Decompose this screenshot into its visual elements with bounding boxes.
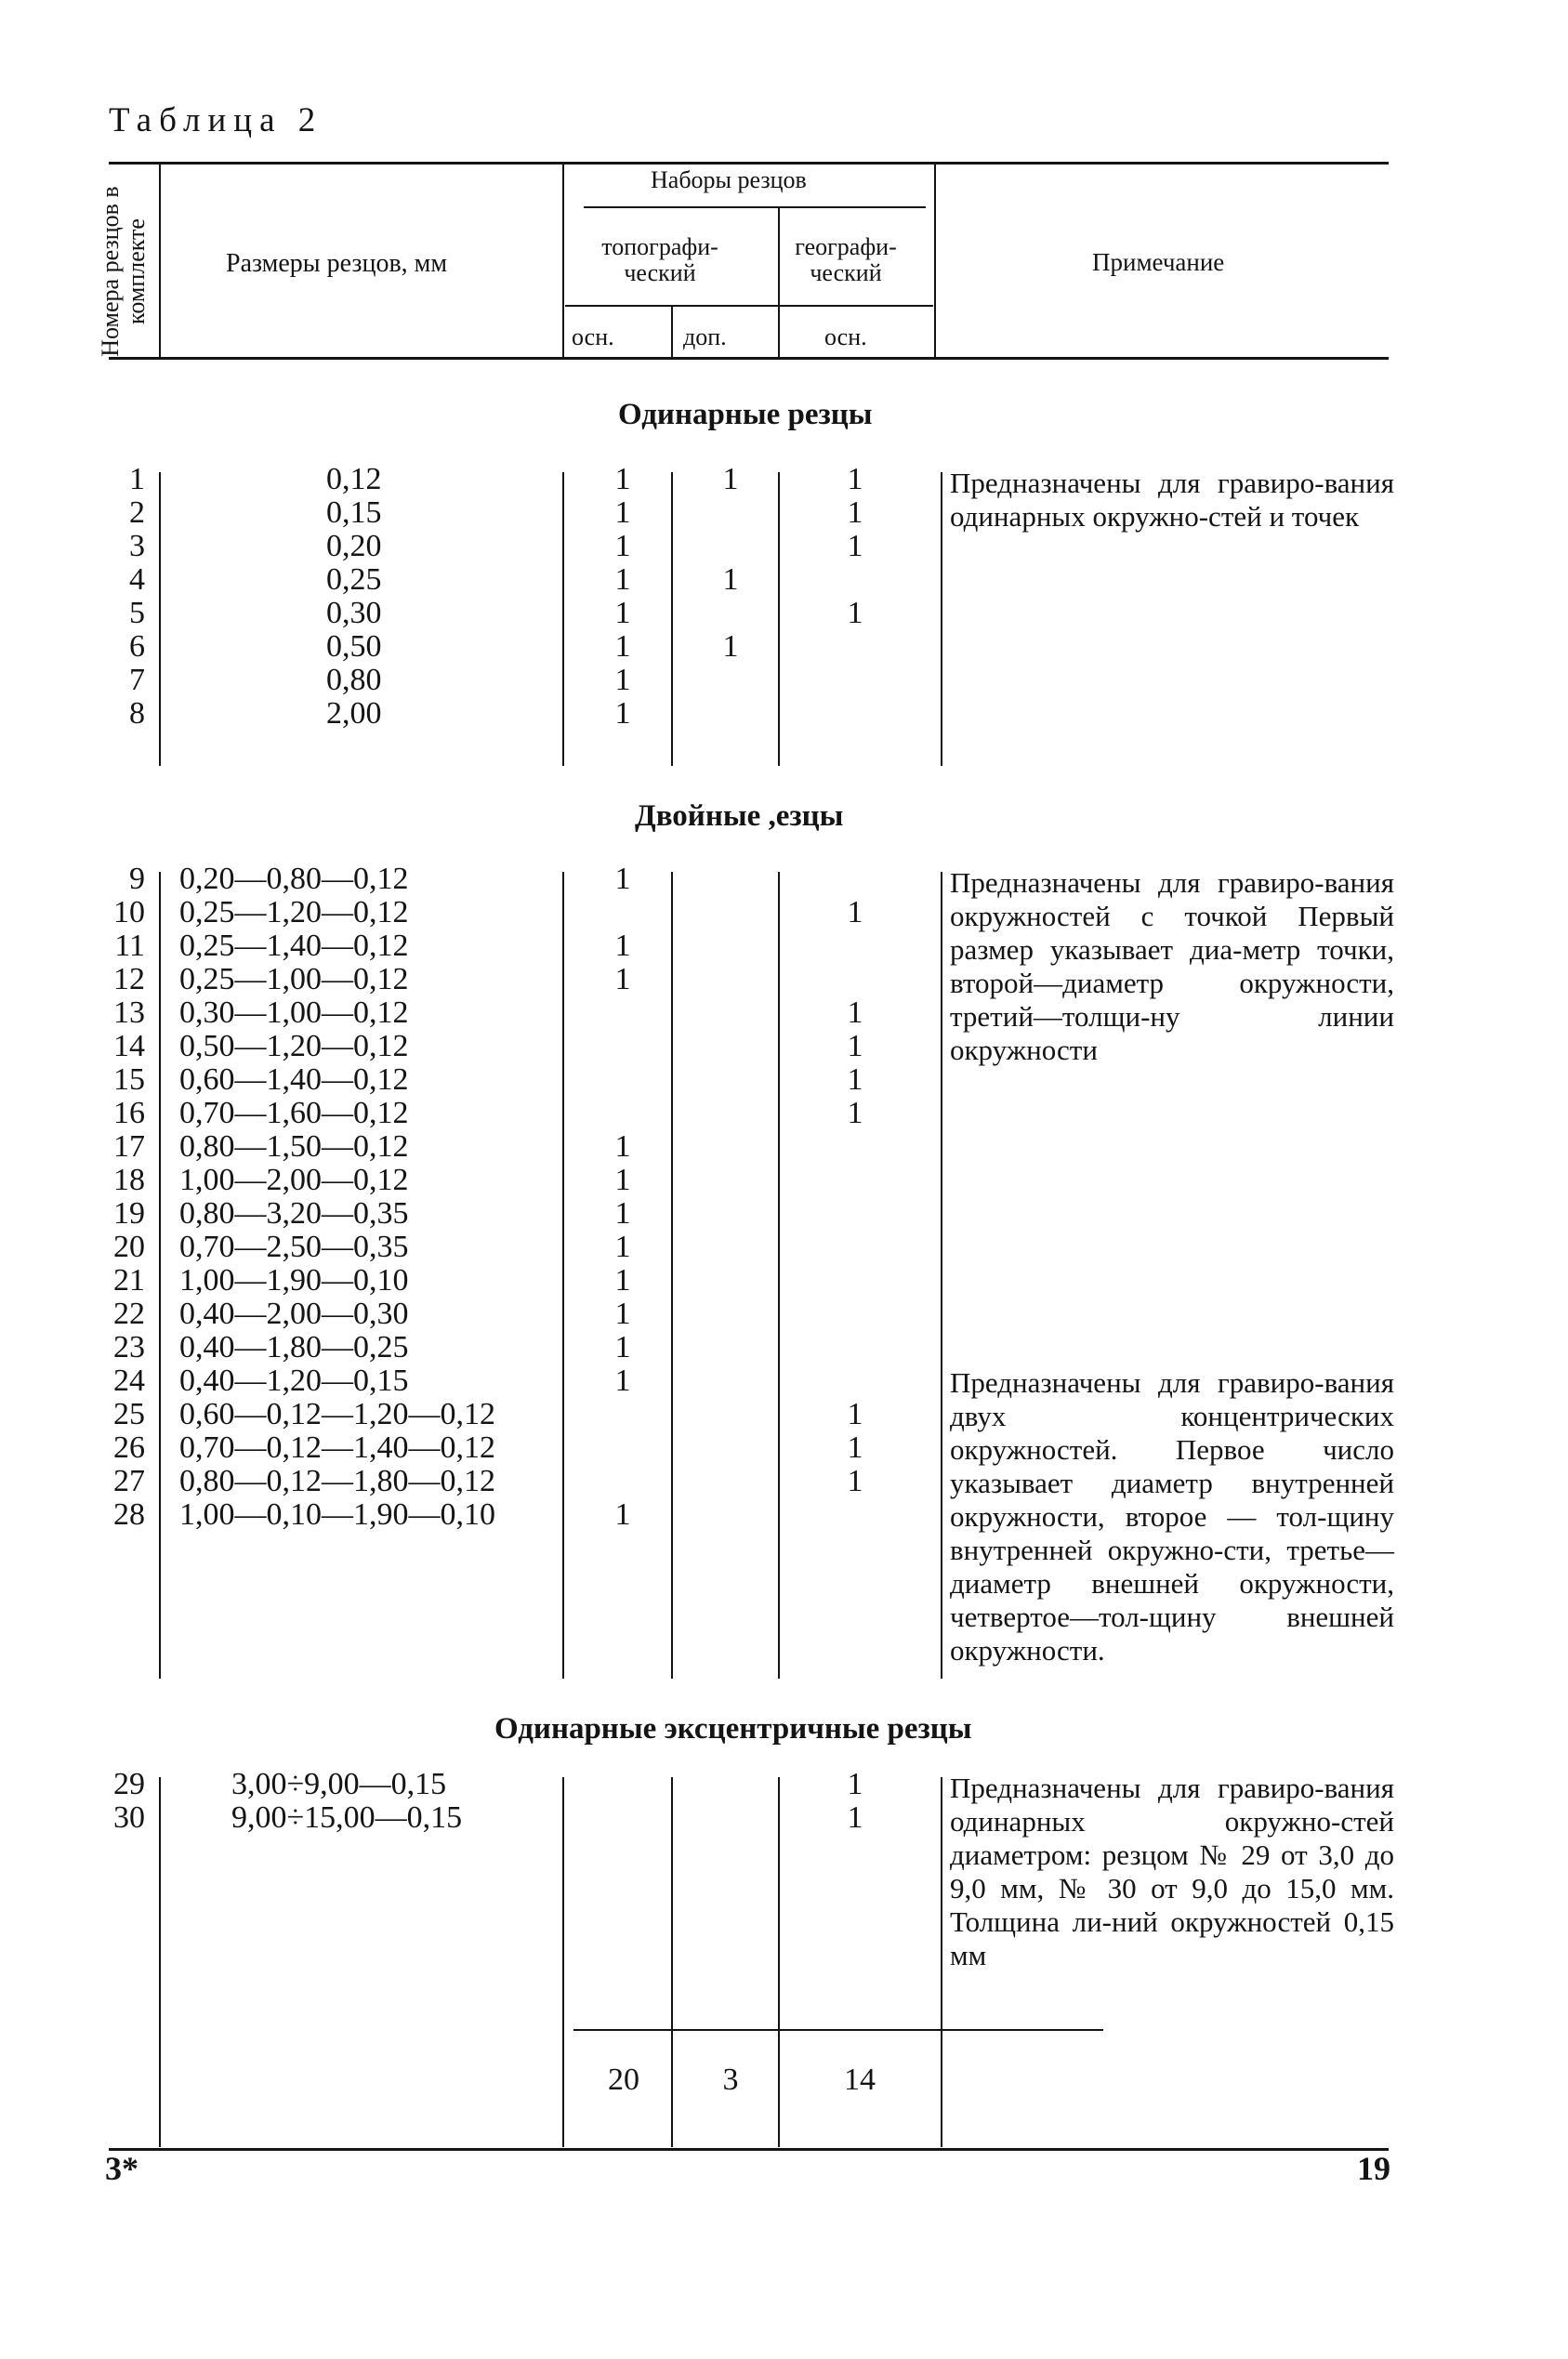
row-number: 3: [129, 529, 145, 563]
row-topo-main: 1: [614, 1196, 631, 1231]
row-topo-main: 1: [614, 1497, 631, 1532]
row-size: 0,30: [326, 596, 382, 630]
row-size: 1,00—0,10—1,90—0,10: [179, 1497, 495, 1532]
row-topo-main: 1: [614, 1297, 631, 1331]
row-topo-extra: 1: [722, 562, 739, 597]
row-number: 13: [113, 995, 145, 1030]
header-geo-main: осн.: [824, 323, 867, 350]
row-size: 0,50: [326, 629, 382, 664]
header-vrule-4: [778, 208, 780, 357]
header-vrule-3: [934, 164, 936, 357]
row-size: 0,70—1,60—0,12: [179, 1096, 409, 1130]
section-title: Одинарные резцы: [618, 398, 873, 431]
total-topo-extra: 3: [722, 2062, 739, 2097]
row-topo-main: 1: [614, 1129, 631, 1164]
header-geo-label: географи-ческий: [795, 233, 897, 286]
row-size: 0,60—0,12—1,20—0,12: [179, 1397, 495, 1431]
body-vrule: [562, 872, 564, 1679]
row-size: 0,20—0,80—0,12: [179, 862, 409, 896]
row-number: 9: [129, 862, 145, 896]
row-number: 19: [113, 1196, 145, 1231]
row-topo-main: 1: [614, 1230, 631, 1264]
header-size-label: Размеры резцов, мм: [226, 249, 448, 278]
row-number: 22: [113, 1297, 145, 1331]
row-size: 0,40—2,00—0,30: [179, 1297, 409, 1331]
note-text: Предназначены для гравиро-вания окружностей с точкой Первый размер указывает диа-метр точки, второй—диаметр окружности, третий—толщи-ну линии окружности: [950, 866, 1394, 1066]
note-text: Предназначены для гравиро-вания двух концентрических окружностей. Первое число указывает диаметр внутренней окружности, второе — тол-щину внутренней окружно-сти, третье—диаметр внешней окружности, четвертое—тол-щину внешней окружности.: [950, 1366, 1394, 1667]
row-number: 14: [113, 1029, 145, 1063]
row-size: 3,00÷9,00—0,15: [231, 1767, 447, 1801]
body-vrule: [159, 472, 161, 766]
row-number: 26: [113, 1430, 145, 1465]
row-number: 7: [129, 663, 145, 697]
row-size: 0,80: [326, 663, 382, 697]
body-vrule: [671, 472, 673, 766]
row-topo-main: 1: [614, 596, 631, 630]
row-geo-main: 1: [847, 1397, 863, 1431]
row-number: 17: [113, 1129, 145, 1164]
row-number: 5: [129, 596, 145, 630]
header-sub-rule: [565, 305, 933, 307]
row-geo-main: 1: [847, 462, 863, 496]
row-size: 0,25—1,00—0,12: [179, 962, 409, 996]
total-topo-main: 20: [608, 2062, 639, 2097]
body-vrule: [159, 872, 161, 1679]
row-number: 16: [113, 1096, 145, 1130]
row-geo-main: 1: [847, 529, 863, 563]
header-number-label: Номера резцов в комплекте: [97, 186, 150, 357]
row-geo-main: 1: [847, 1096, 863, 1130]
row-size: 0,80—3,20—0,35: [179, 1196, 409, 1231]
body-vrule: [778, 872, 780, 1679]
header-sets-rule: [584, 206, 926, 208]
row-topo-main: 1: [614, 1364, 631, 1398]
header-topo-main: осн.: [572, 323, 614, 350]
row-topo-main: 1: [614, 495, 631, 530]
row-topo-extra: 1: [722, 629, 739, 664]
row-geo-main: 1: [847, 1800, 863, 1835]
row-number: 12: [113, 962, 145, 996]
row-number: 23: [113, 1330, 145, 1364]
body-vrule: [778, 1777, 780, 2147]
body-vrule: [941, 872, 942, 1679]
row-size: 0,70—0,12—1,40—0,12: [179, 1430, 495, 1465]
row-topo-main: 1: [614, 1330, 631, 1364]
row-topo-main: 1: [614, 1263, 631, 1298]
row-size: 0,20: [326, 529, 382, 563]
row-geo-main: 1: [847, 495, 863, 530]
row-topo-main: 1: [614, 929, 631, 963]
header-topo-extra: доп.: [683, 323, 727, 350]
header-top-rule: [109, 162, 1389, 165]
body-vrule: [562, 472, 564, 766]
footer-signature-mark: 3*: [105, 2150, 138, 2187]
row-number: 21: [113, 1263, 145, 1298]
row-size: 0,25—1,20—0,12: [179, 895, 409, 929]
row-size: 0,12: [326, 462, 382, 496]
row-size: 0,70—2,50—0,35: [179, 1230, 409, 1264]
row-size: 9,00÷15,00—0,15: [231, 1800, 463, 1835]
body-vrule: [941, 1777, 942, 2147]
row-number: 20: [113, 1230, 145, 1264]
body-vrule: [562, 1777, 564, 2147]
row-number: 11: [114, 929, 145, 963]
row-number: 24: [113, 1364, 145, 1398]
row-size: 2,00: [326, 696, 382, 731]
row-topo-main: 1: [614, 962, 631, 996]
row-topo-main: 1: [614, 462, 631, 496]
row-size: 0,80—0,12—1,80—0,12: [179, 1464, 495, 1498]
row-number: 27: [113, 1464, 145, 1498]
row-geo-main: 1: [847, 1464, 863, 1498]
section-title: Двойные ,езцы: [635, 799, 844, 833]
header-topo-label: топографи-ческий: [601, 233, 718, 286]
row-number: 2: [129, 495, 145, 530]
row-geo-main: 1: [847, 1430, 863, 1465]
row-number: 1: [129, 462, 145, 496]
row-geo-main: 1: [847, 596, 863, 630]
row-topo-main: 1: [614, 663, 631, 697]
row-size: 0,40—1,80—0,25: [179, 1330, 409, 1364]
row-number: 28: [113, 1497, 145, 1532]
header-vrule-1: [159, 164, 161, 357]
row-number: 18: [113, 1163, 145, 1197]
row-topo-main: 1: [614, 1163, 631, 1197]
row-size: 1,00—1,90—0,10: [179, 1263, 409, 1298]
row-size: 0,30—1,00—0,12: [179, 995, 409, 1030]
header-note-label: Примечание: [1092, 248, 1225, 276]
row-size: 0,25: [326, 562, 382, 597]
header-vrule-2: [562, 164, 564, 357]
table-bottom-rule: [109, 2148, 1389, 2151]
header-bottom-rule: [109, 357, 1389, 360]
row-topo-main: 1: [614, 862, 631, 896]
row-geo-main: 1: [847, 1062, 863, 1097]
header-vrule-5: [671, 307, 673, 357]
row-size: 0,50—1,20—0,12: [179, 1029, 409, 1063]
totals-rule: [573, 2029, 1103, 2031]
row-size: 0,40—1,20—0,15: [179, 1364, 409, 1398]
row-geo-main: 1: [847, 1029, 863, 1063]
row-number: 25: [113, 1397, 145, 1431]
body-vrule: [159, 1777, 161, 2147]
row-size: 0,25—1,40—0,12: [179, 929, 409, 963]
row-geo-main: 1: [847, 1767, 863, 1801]
row-topo-main: 1: [614, 529, 631, 563]
row-topo-main: 1: [614, 696, 631, 731]
header-sets-label: Наборы резцов: [651, 166, 807, 193]
row-number: 15: [113, 1062, 145, 1097]
row-number: 30: [113, 1800, 145, 1835]
row-size: 1,00—2,00—0,12: [179, 1163, 409, 1197]
row-geo-main: 1: [847, 895, 863, 929]
row-size: 0,80—1,50—0,12: [179, 1129, 409, 1164]
section-title: Одинарные эксцентричные резцы: [494, 1712, 972, 1746]
body-vrule: [941, 472, 942, 766]
body-vrule: [778, 472, 780, 766]
table-title: Таблица 2: [109, 101, 323, 139]
row-number: 6: [129, 629, 145, 664]
note-text: Предназначены для гравиро-вания одинарных окружно-стей и точек: [950, 467, 1394, 533]
total-geo-main: 14: [844, 2062, 876, 2097]
row-topo-main: 1: [614, 562, 631, 597]
row-topo-main: 1: [614, 629, 631, 664]
row-geo-main: 1: [847, 995, 863, 1030]
body-vrule: [671, 872, 673, 1679]
row-number: 10: [113, 895, 145, 929]
row-number: 8: [129, 696, 145, 731]
row-topo-extra: 1: [722, 462, 739, 496]
row-size: 0,15: [326, 495, 382, 530]
row-number: 29: [113, 1767, 145, 1801]
row-number: 4: [129, 562, 145, 597]
row-size: 0,60—1,40—0,12: [179, 1062, 409, 1097]
page-number: 19: [1357, 2150, 1390, 2187]
note-text: Предназначены для гравиро-вания одинарных окружно-стей диаметром: резцом № 29 от 3,0 до 9,0 мм, № 30 от 9,0 до 15,0 мм. Толщина ли-ний окружностей 0,15 мм: [950, 1772, 1394, 1971]
body-vrule: [671, 1777, 673, 2147]
